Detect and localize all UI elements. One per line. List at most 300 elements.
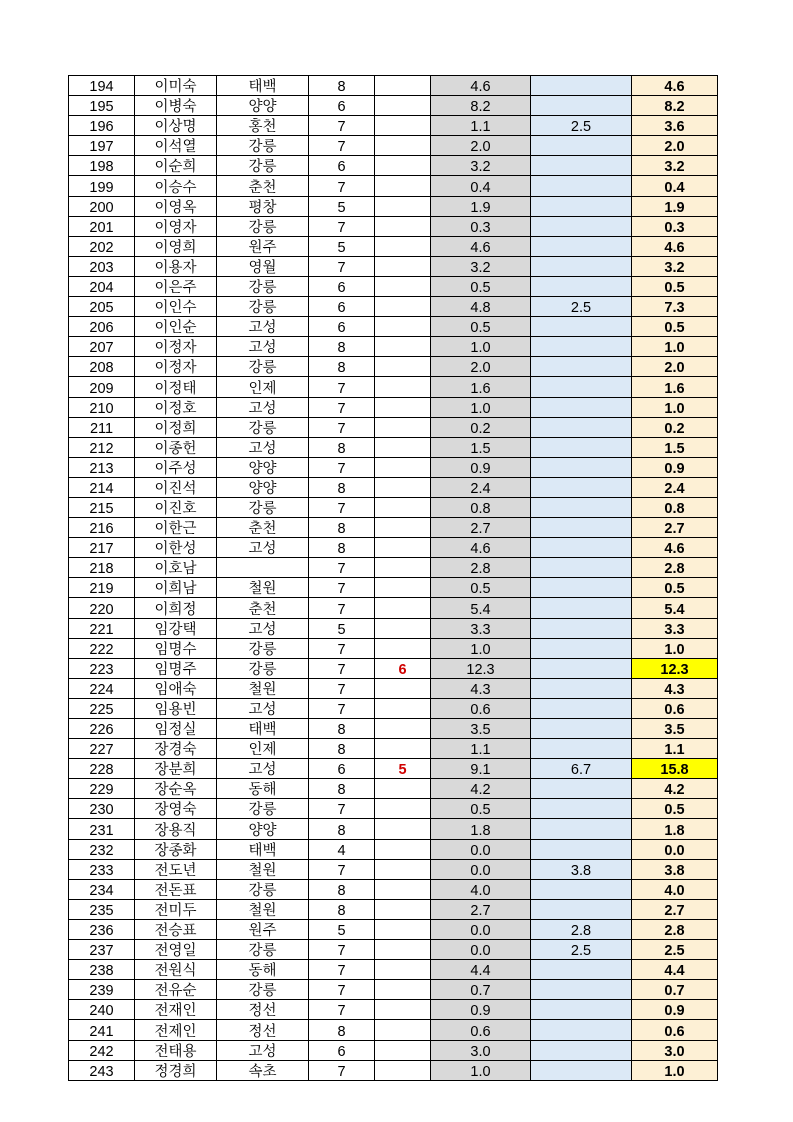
subtotal-cell: 2.0 (431, 357, 531, 377)
table-row (69, 919, 718, 939)
total-cell: 4.6 (632, 538, 718, 558)
row-number-cell: 227 (69, 739, 135, 759)
bonus-cell (531, 1060, 632, 1080)
bonus-cell (531, 719, 632, 739)
bonus-cell (531, 839, 632, 859)
subtotal-cell: 0.5 (431, 578, 531, 598)
mark-cell (375, 397, 431, 417)
row-number-cell: 231 (69, 819, 135, 839)
region-cell: 강릉 (217, 216, 309, 236)
mark-cell (375, 919, 431, 939)
row-number-cell: 216 (69, 518, 135, 538)
mark-cell (375, 417, 431, 437)
subtotal-cell: 3.2 (431, 256, 531, 276)
name-cell: 이희정 (135, 598, 217, 618)
count-cell: 7 (309, 578, 375, 598)
mark-cell (375, 477, 431, 497)
row-number-cell: 206 (69, 317, 135, 337)
name-cell: 이석열 (135, 136, 217, 156)
subtotal-cell: 4.2 (431, 779, 531, 799)
name-cell: 전유순 (135, 980, 217, 1000)
mark-cell (375, 739, 431, 759)
subtotal-cell: 1.1 (431, 739, 531, 759)
name-cell: 이진호 (135, 497, 217, 517)
name-cell: 장순옥 (135, 779, 217, 799)
subtotal-cell: 0.0 (431, 859, 531, 879)
region-cell: 정선 (217, 1000, 309, 1020)
table-row (69, 678, 718, 698)
row-number-cell: 236 (69, 919, 135, 939)
name-cell: 이호남 (135, 558, 217, 578)
subtotal-cell: 4.6 (431, 538, 531, 558)
subtotal-cell: 1.0 (431, 337, 531, 357)
bonus-cell (531, 980, 632, 1000)
mark-cell (375, 638, 431, 658)
row-number-cell: 233 (69, 859, 135, 879)
bonus-cell: 6.7 (531, 759, 632, 779)
name-cell: 이은주 (135, 276, 217, 296)
table-row (69, 216, 718, 236)
count-cell: 5 (309, 919, 375, 939)
mark-cell (375, 558, 431, 578)
table-row (69, 1040, 718, 1060)
table-row (69, 558, 718, 578)
mark-cell (375, 256, 431, 276)
table-row (69, 417, 718, 437)
table-row (69, 236, 718, 256)
total-cell: 0.4 (632, 176, 718, 196)
row-number-cell: 207 (69, 337, 135, 357)
region-cell: 고성 (217, 1040, 309, 1060)
bonus-cell (531, 960, 632, 980)
subtotal-cell: 2.8 (431, 558, 531, 578)
table-row (69, 1000, 718, 1020)
total-cell: 3.5 (632, 719, 718, 739)
region-cell: 홍천 (217, 116, 309, 136)
bonus-cell (531, 76, 632, 96)
table-row (69, 256, 718, 276)
region-cell: 강릉 (217, 980, 309, 1000)
region-cell: 동해 (217, 960, 309, 980)
count-cell: 7 (309, 497, 375, 517)
mark-cell (375, 156, 431, 176)
mark-cell: 6 (375, 658, 431, 678)
table-row (69, 96, 718, 116)
table-row (69, 719, 718, 739)
region-cell: 정선 (217, 1020, 309, 1040)
subtotal-cell: 0.5 (431, 276, 531, 296)
table-row (69, 357, 718, 377)
table-row (69, 276, 718, 296)
count-cell: 8 (309, 899, 375, 919)
total-cell: 2.4 (632, 477, 718, 497)
name-cell: 정경희 (135, 1060, 217, 1080)
row-number-cell: 229 (69, 779, 135, 799)
count-cell: 7 (309, 136, 375, 156)
total-cell: 0.8 (632, 497, 718, 517)
row-number-cell: 209 (69, 377, 135, 397)
total-cell: 2.0 (632, 136, 718, 156)
row-number-cell: 219 (69, 578, 135, 598)
bonus-cell (531, 156, 632, 176)
row-number-cell: 230 (69, 799, 135, 819)
region-cell: 고성 (217, 618, 309, 638)
mark-cell (375, 357, 431, 377)
subtotal-cell: 0.9 (431, 1000, 531, 1020)
name-cell: 전태용 (135, 1040, 217, 1060)
row-number-cell: 217 (69, 538, 135, 558)
mark-cell (375, 116, 431, 136)
subtotal-cell: 5.4 (431, 598, 531, 618)
name-cell: 전승표 (135, 919, 217, 939)
bonus-cell (531, 196, 632, 216)
bonus-cell (531, 638, 632, 658)
region-cell: 고성 (217, 317, 309, 337)
subtotal-cell: 0.2 (431, 417, 531, 437)
total-cell: 4.3 (632, 678, 718, 698)
count-cell: 8 (309, 357, 375, 377)
bonus-cell (531, 397, 632, 417)
region-cell: 강릉 (217, 136, 309, 156)
count-cell: 7 (309, 417, 375, 437)
total-cell: 0.7 (632, 980, 718, 1000)
name-cell: 이순희 (135, 156, 217, 176)
region-cell: 평창 (217, 196, 309, 216)
subtotal-cell: 3.2 (431, 156, 531, 176)
count-cell: 7 (309, 558, 375, 578)
region-cell: 철원 (217, 678, 309, 698)
mark-cell (375, 96, 431, 116)
total-cell: 4.0 (632, 879, 718, 899)
region-cell: 태백 (217, 719, 309, 739)
mark-cell (375, 678, 431, 698)
bonus-cell (531, 899, 632, 919)
count-cell: 7 (309, 216, 375, 236)
region-cell: 강릉 (217, 799, 309, 819)
name-cell: 이병숙 (135, 96, 217, 116)
table-row (69, 759, 718, 779)
count-cell: 7 (309, 859, 375, 879)
count-cell: 7 (309, 638, 375, 658)
name-cell: 이한성 (135, 538, 217, 558)
subtotal-cell: 4.4 (431, 960, 531, 980)
count-cell: 7 (309, 1000, 375, 1020)
table-row (69, 176, 718, 196)
total-cell: 4.6 (632, 76, 718, 96)
row-number-cell: 237 (69, 940, 135, 960)
region-cell: 강릉 (217, 276, 309, 296)
region-cell: 강릉 (217, 638, 309, 658)
table-row (69, 538, 718, 558)
name-cell: 이정호 (135, 397, 217, 417)
region-cell: 고성 (217, 538, 309, 558)
name-cell: 이인순 (135, 317, 217, 337)
name-cell: 이영옥 (135, 196, 217, 216)
region-cell: 철원 (217, 899, 309, 919)
mark-cell (375, 76, 431, 96)
name-cell: 장분희 (135, 759, 217, 779)
table-row (69, 337, 718, 357)
total-cell: 1.9 (632, 196, 718, 216)
row-number-cell: 228 (69, 759, 135, 779)
mark-cell (375, 1060, 431, 1080)
count-cell: 6 (309, 276, 375, 296)
region-cell: 강릉 (217, 417, 309, 437)
mark-cell (375, 598, 431, 618)
table-row (69, 980, 718, 1000)
count-cell: 7 (309, 799, 375, 819)
total-cell: 8.2 (632, 96, 718, 116)
row-number-cell: 239 (69, 980, 135, 1000)
region-cell: 원주 (217, 236, 309, 256)
region-cell: 속초 (217, 1060, 309, 1080)
name-cell: 이정희 (135, 417, 217, 437)
row-number-cell: 243 (69, 1060, 135, 1080)
region-cell: 태백 (217, 839, 309, 859)
total-cell: 0.6 (632, 1020, 718, 1040)
bonus-cell (531, 1020, 632, 1040)
subtotal-cell: 12.3 (431, 658, 531, 678)
name-cell: 임강택 (135, 618, 217, 638)
bonus-cell: 3.8 (531, 859, 632, 879)
bonus-cell: 2.5 (531, 116, 632, 136)
table-row (69, 578, 718, 598)
total-cell: 1.0 (632, 1060, 718, 1080)
mark-cell (375, 1000, 431, 1020)
bonus-cell (531, 578, 632, 598)
bonus-cell (531, 558, 632, 578)
row-number-cell: 196 (69, 116, 135, 136)
total-cell: 2.8 (632, 919, 718, 939)
mark-cell (375, 176, 431, 196)
bonus-cell (531, 276, 632, 296)
region-cell: 고성 (217, 337, 309, 357)
bonus-cell: 2.8 (531, 919, 632, 939)
name-cell: 이한근 (135, 518, 217, 538)
mark-cell (375, 899, 431, 919)
total-cell: 4.2 (632, 779, 718, 799)
bonus-cell (531, 779, 632, 799)
subtotal-cell: 1.0 (431, 397, 531, 417)
total-cell: 0.3 (632, 216, 718, 236)
total-cell: 0.5 (632, 799, 718, 819)
region-cell: 철원 (217, 578, 309, 598)
region-cell: 고성 (217, 397, 309, 417)
name-cell: 이희남 (135, 578, 217, 598)
count-cell: 8 (309, 1020, 375, 1040)
count-cell: 8 (309, 739, 375, 759)
row-number-cell: 195 (69, 96, 135, 116)
row-number-cell: 224 (69, 678, 135, 698)
total-cell: 2.7 (632, 899, 718, 919)
name-cell: 전돈표 (135, 879, 217, 899)
mark-cell (375, 337, 431, 357)
table-row (69, 779, 718, 799)
row-number-cell: 214 (69, 477, 135, 497)
subtotal-cell: 1.1 (431, 116, 531, 136)
name-cell: 장영숙 (135, 799, 217, 819)
count-cell: 8 (309, 518, 375, 538)
mark-cell (375, 136, 431, 156)
table-row (69, 839, 718, 859)
total-cell: 3.2 (632, 156, 718, 176)
mark-cell (375, 779, 431, 799)
row-number-cell: 213 (69, 457, 135, 477)
count-cell: 8 (309, 76, 375, 96)
total-cell: 1.6 (632, 377, 718, 397)
name-cell: 전재인 (135, 1000, 217, 1020)
name-cell: 임정실 (135, 719, 217, 739)
bonus-cell (531, 96, 632, 116)
bonus-cell (531, 337, 632, 357)
table-body (69, 76, 718, 1081)
subtotal-cell: 4.6 (431, 76, 531, 96)
row-number-cell: 242 (69, 1040, 135, 1060)
total-cell: 4.4 (632, 960, 718, 980)
subtotal-cell: 3.3 (431, 618, 531, 638)
row-number-cell: 215 (69, 497, 135, 517)
subtotal-cell: 3.0 (431, 1040, 531, 1060)
total-cell: 3.8 (632, 859, 718, 879)
total-cell: 0.5 (632, 276, 718, 296)
subtotal-cell: 9.1 (431, 759, 531, 779)
row-number-cell: 218 (69, 558, 135, 578)
count-cell: 8 (309, 337, 375, 357)
name-cell: 전도년 (135, 859, 217, 879)
bonus-cell (531, 1000, 632, 1020)
region-cell: 양양 (217, 477, 309, 497)
count-cell: 8 (309, 477, 375, 497)
region-cell: 양양 (217, 96, 309, 116)
name-cell: 이인수 (135, 297, 217, 317)
mark-cell (375, 236, 431, 256)
mark-cell (375, 1040, 431, 1060)
region-cell: 고성 (217, 698, 309, 718)
region-cell: 양양 (217, 457, 309, 477)
region-cell: 원주 (217, 919, 309, 939)
row-number-cell: 203 (69, 256, 135, 276)
mark-cell (375, 297, 431, 317)
name-cell: 이상명 (135, 116, 217, 136)
mark-cell (375, 940, 431, 960)
table-row (69, 156, 718, 176)
subtotal-cell: 0.9 (431, 457, 531, 477)
row-number-cell: 199 (69, 176, 135, 196)
count-cell: 8 (309, 437, 375, 457)
bonus-cell (531, 437, 632, 457)
mark-cell (375, 819, 431, 839)
table-row (69, 116, 718, 136)
row-number-cell: 220 (69, 598, 135, 618)
subtotal-cell: 0.0 (431, 940, 531, 960)
total-cell: 2.0 (632, 357, 718, 377)
bonus-cell (531, 497, 632, 517)
table-row (69, 899, 718, 919)
table-row (69, 297, 718, 317)
count-cell: 6 (309, 317, 375, 337)
total-cell: 1.5 (632, 437, 718, 457)
row-number-cell: 241 (69, 1020, 135, 1040)
row-number-cell: 221 (69, 618, 135, 638)
mark-cell (375, 839, 431, 859)
row-number-cell: 194 (69, 76, 135, 96)
region-cell: 춘천 (217, 518, 309, 538)
table-row (69, 317, 718, 337)
table-row (69, 960, 718, 980)
name-cell: 전원식 (135, 960, 217, 980)
mark-cell (375, 377, 431, 397)
row-number-cell: 222 (69, 638, 135, 658)
subtotal-cell: 0.6 (431, 1020, 531, 1040)
bonus-cell: 2.5 (531, 940, 632, 960)
count-cell: 7 (309, 940, 375, 960)
subtotal-cell: 1.5 (431, 437, 531, 457)
mark-cell (375, 578, 431, 598)
count-cell: 7 (309, 658, 375, 678)
mark-cell (375, 457, 431, 477)
bonus-cell (531, 1040, 632, 1060)
count-cell: 6 (309, 297, 375, 317)
bonus-cell (531, 739, 632, 759)
bonus-cell (531, 698, 632, 718)
count-cell: 7 (309, 960, 375, 980)
count-cell: 8 (309, 779, 375, 799)
total-cell: 0.5 (632, 317, 718, 337)
bonus-cell (531, 819, 632, 839)
total-cell: 3.2 (632, 256, 718, 276)
mark-cell: 5 (375, 759, 431, 779)
subtotal-cell: 4.3 (431, 678, 531, 698)
bonus-cell (531, 317, 632, 337)
region-cell: 태백 (217, 76, 309, 96)
total-cell: 2.8 (632, 558, 718, 578)
count-cell: 7 (309, 176, 375, 196)
name-cell: 이용자 (135, 256, 217, 276)
region-cell: 철원 (217, 859, 309, 879)
region-cell: 강릉 (217, 879, 309, 899)
bonus-cell (531, 538, 632, 558)
count-cell: 7 (309, 980, 375, 1000)
total-cell: 15.8 (632, 759, 718, 779)
count-cell: 8 (309, 538, 375, 558)
row-number-cell: 238 (69, 960, 135, 980)
name-cell: 이미숙 (135, 76, 217, 96)
count-cell: 5 (309, 618, 375, 638)
table-row (69, 377, 718, 397)
region-cell: 강릉 (217, 658, 309, 678)
mark-cell (375, 196, 431, 216)
bonus-cell (531, 256, 632, 276)
total-cell: 5.4 (632, 598, 718, 618)
mark-cell (375, 497, 431, 517)
mark-cell (375, 538, 431, 558)
name-cell: 이정자 (135, 337, 217, 357)
table-row (69, 598, 718, 618)
subtotal-cell: 1.6 (431, 377, 531, 397)
bonus-cell (531, 658, 632, 678)
count-cell: 7 (309, 678, 375, 698)
bonus-cell (531, 477, 632, 497)
name-cell: 장경숙 (135, 739, 217, 759)
total-cell: 7.3 (632, 297, 718, 317)
bonus-cell (531, 518, 632, 538)
count-cell: 5 (309, 196, 375, 216)
name-cell: 이주성 (135, 457, 217, 477)
row-number-cell: 197 (69, 136, 135, 156)
total-cell: 1.0 (632, 397, 718, 417)
table-row (69, 618, 718, 638)
table-row (69, 136, 718, 156)
